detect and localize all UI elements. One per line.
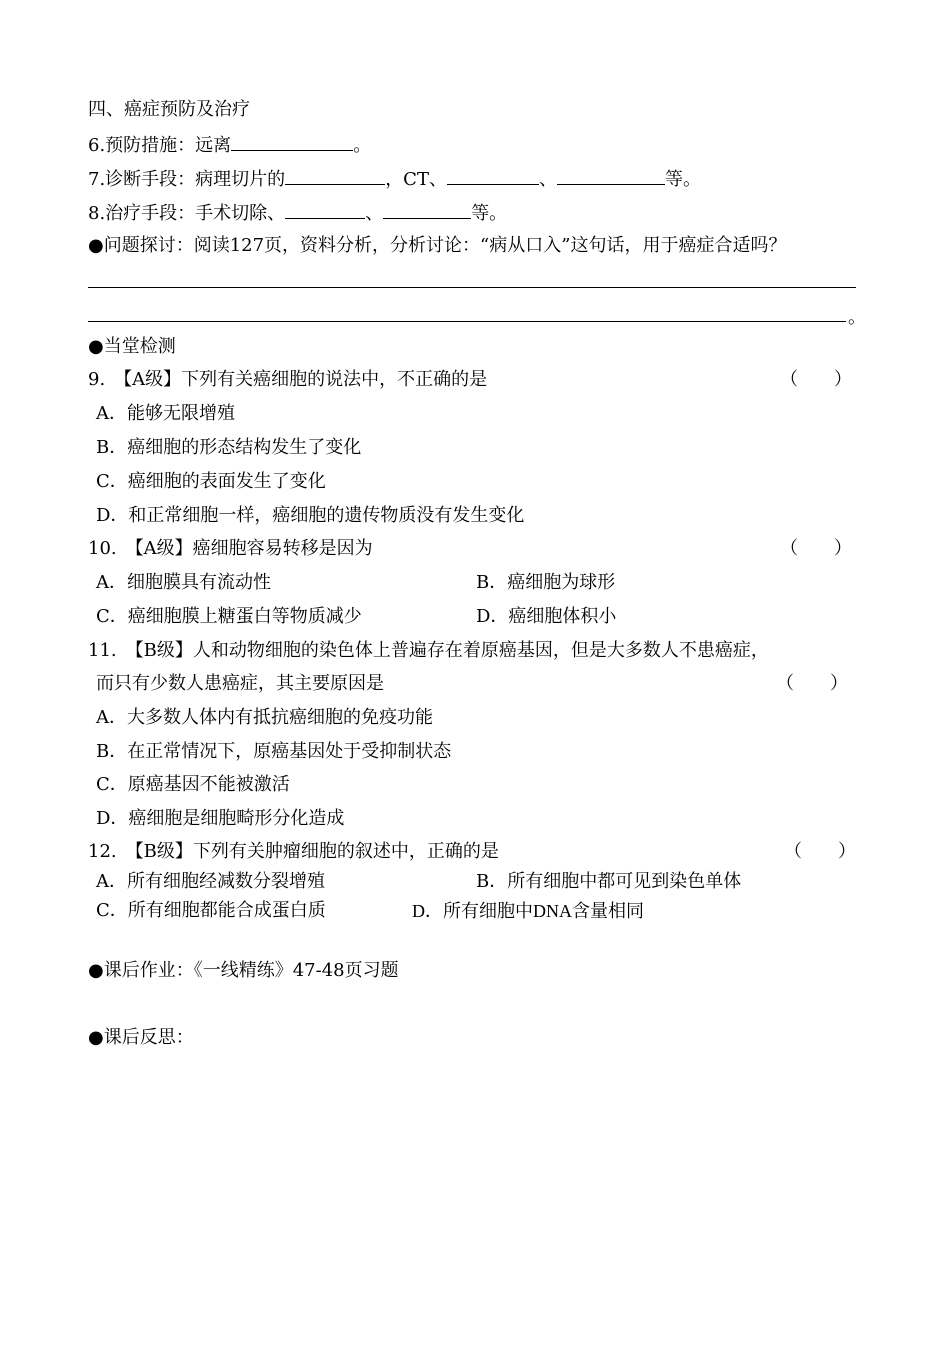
q11-option-a[interactable]: A．大多数人体内有抵抗癌细胞的免疫功能 — [96, 707, 433, 728]
q6-blank[interactable] — [231, 132, 353, 151]
q9-option-a[interactable]: A．能够无限增殖 — [96, 403, 235, 424]
question-11-stem-line2: 而只有少数人患癌症，其主要原因是 — [96, 673, 384, 694]
answer-end-mark: 。 — [848, 307, 866, 328]
q9-option-b[interactable]: B．癌细胞的形态结构发生了变化 — [96, 437, 362, 458]
answer-line-2[interactable] — [88, 321, 846, 322]
question-8 — [88, 200, 507, 226]
q9-option-d[interactable]: D．和正常细胞一样，癌细胞的遗传物质没有发生变化 — [96, 505, 525, 526]
q7-suffix: 等。 — [664, 169, 701, 190]
q10-option-a[interactable]: A．细胞膜具有流动性 — [96, 572, 271, 593]
q11-option-c[interactable]: C．原癌基因不能被激活 — [96, 774, 290, 795]
q11-option-d[interactable]: D．癌细胞是细胞畸形分化造成 — [96, 808, 345, 829]
q8-prefix: 8.治疗手段：手术切除、 — [88, 203, 286, 224]
q12-option-c[interactable]: C．所有细胞都能合成蛋白质 — [96, 900, 326, 921]
q7-blank-1[interactable] — [285, 166, 385, 185]
q7-mid1: ，CT、 — [385, 169, 447, 190]
q8-blank-1[interactable] — [285, 200, 365, 219]
question-11-answer-paren[interactable]: （ ） — [776, 673, 848, 694]
q8-mid: 、 — [365, 203, 384, 224]
question-11-stem-line1: 11. 【B级】人和动物细胞的染色体上普遍存在着原癌基因，但是大多数人不患癌症， — [88, 640, 769, 661]
section-title: 四、癌症预防及治疗 — [88, 99, 250, 120]
q12-option-d[interactable]: D．所有细胞中DNA含量相同 — [412, 901, 644, 921]
q10-option-c[interactable]: C．癌细胞膜上糖蛋白等物质减少 — [96, 606, 362, 627]
question-6 — [88, 132, 371, 158]
question-10-stem: 10. 【A级】癌细胞容易转移是因为 — [88, 538, 373, 559]
q8-blank-2[interactable] — [383, 200, 471, 219]
q12-option-b[interactable]: B．所有细胞中都可见到染色单体 — [476, 871, 742, 892]
question-12-answer-paren[interactable]: （ ） — [784, 841, 856, 862]
q7-prefix: 7.诊断手段：病理切片的 — [88, 169, 286, 190]
reflection: ●课后反思： — [88, 1027, 194, 1048]
q7-blank-2[interactable] — [447, 166, 539, 185]
q8-suffix: 等。 — [471, 203, 508, 224]
answer-line-1[interactable] — [88, 287, 856, 288]
q7-mid2: 、 — [538, 169, 557, 190]
question-12-stem: 12. 【B级】下列有关肿瘤细胞的叙述中，正确的是 — [88, 841, 499, 862]
quiz-title: ●当堂检测 — [88, 336, 176, 357]
q6-prefix: 6.预防措施：远离 — [88, 135, 232, 156]
question-9-answer-paren[interactable]: （ ） — [780, 369, 852, 390]
q6-suffix: 。 — [353, 135, 372, 156]
discussion-prompt: ●问题探讨：阅读127页，资料分析，分析讨论：“病从口入”这句话，用于癌症合适吗？ — [88, 235, 787, 256]
question-10-answer-paren[interactable]: （ ） — [780, 538, 852, 559]
q9-option-c[interactable]: C．癌细胞的表面发生了变化 — [96, 471, 326, 492]
q12-option-a[interactable]: A．所有细胞经减数分裂增殖 — [96, 871, 325, 892]
q10-option-d[interactable]: D．癌细胞体积小 — [476, 606, 617, 627]
q11-option-b[interactable]: B．在正常情况下，原癌基因处于受抑制状态 — [96, 741, 452, 762]
question-9-stem: 9. 【A级】下列有关癌细胞的说法中，不正确的是 — [88, 369, 488, 390]
homework: ●课后作业：《一线精练》47-48页习题 — [88, 960, 399, 981]
q7-blank-3[interactable] — [557, 166, 665, 185]
question-7 — [88, 166, 701, 192]
q10-option-b[interactable]: B．癌细胞为球形 — [476, 572, 616, 593]
